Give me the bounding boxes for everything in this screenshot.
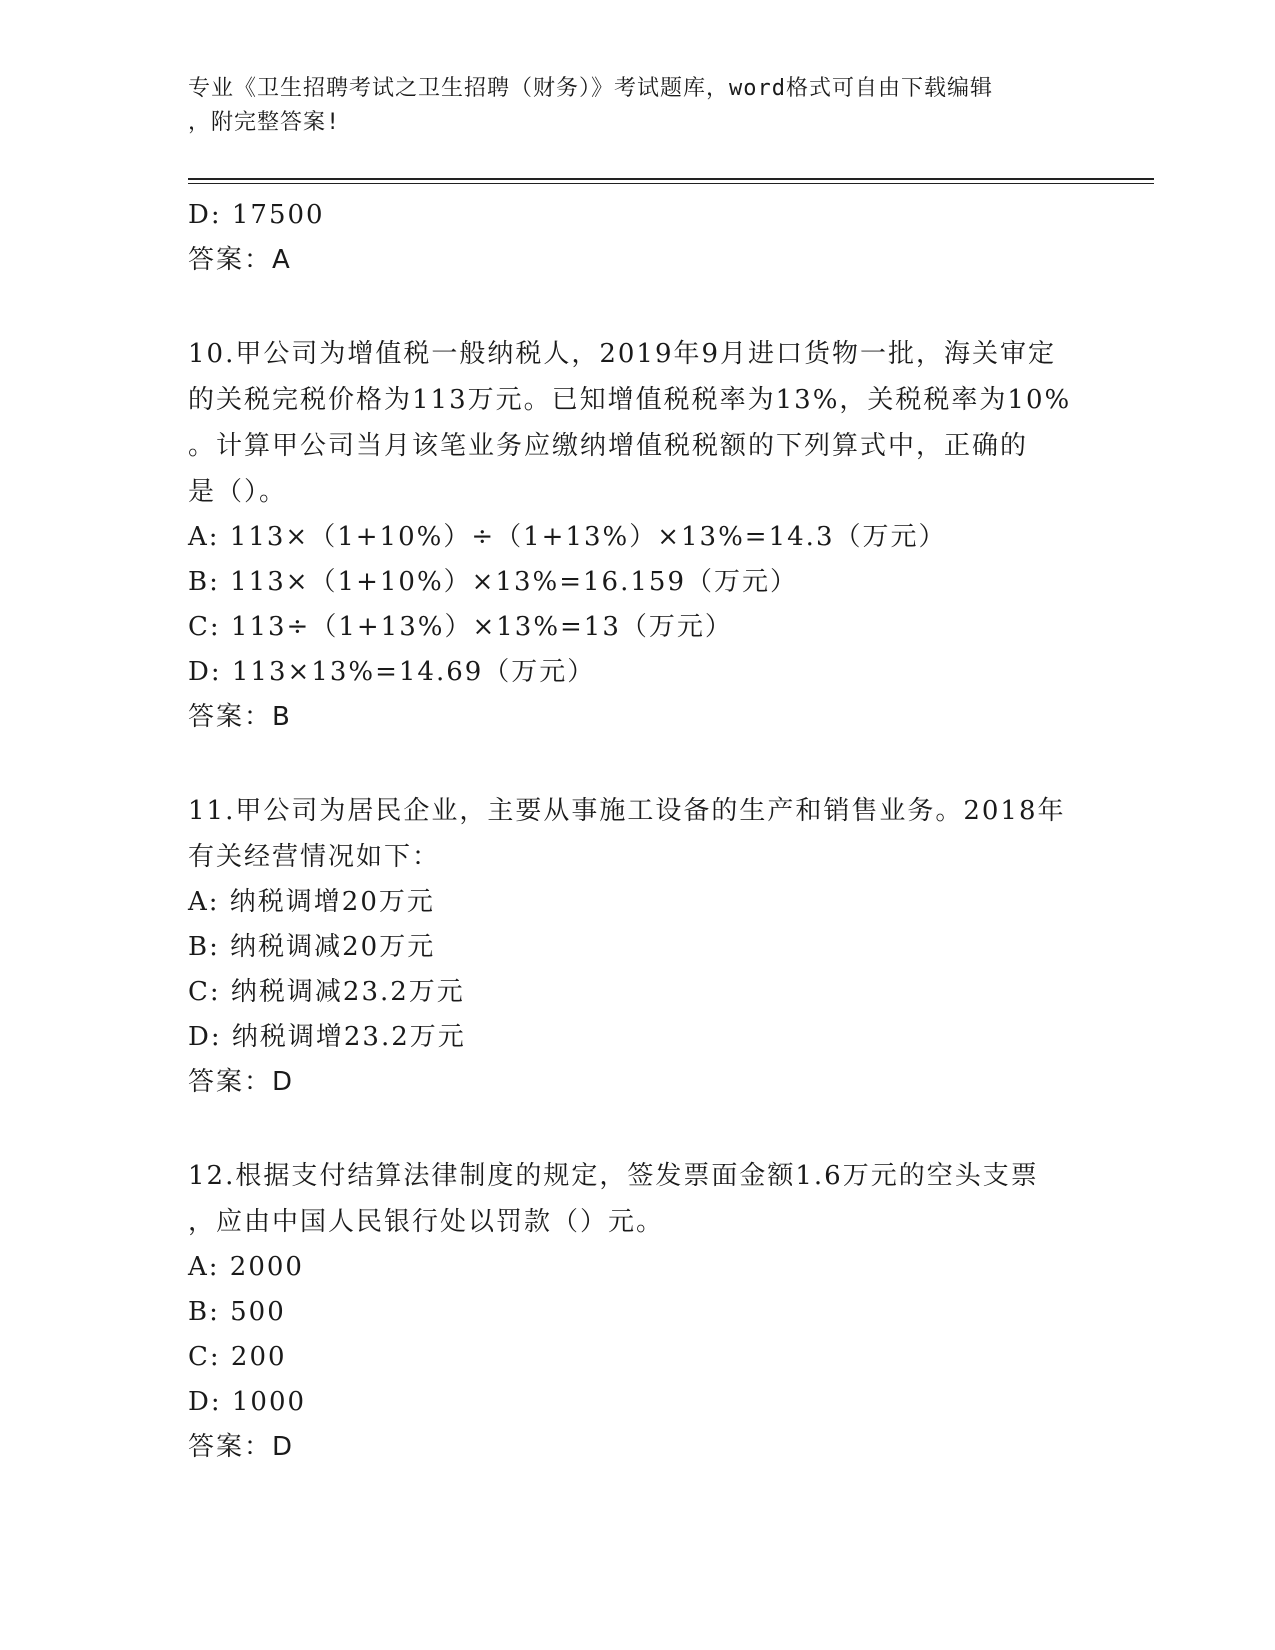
answer: 答案：B — [188, 702, 292, 732]
question-12 — [188, 1153, 1088, 1470]
answer: 答案：D — [188, 1432, 295, 1462]
question-text-line: ，应由中国人民银行处以罚款（）元。 — [188, 1207, 665, 1237]
header-rule-thick — [188, 178, 1154, 180]
question-text-line: 有关经营情况如下： — [188, 842, 441, 872]
question-text-line: 11.甲公司为居民企业，主要从事施工设备的生产和销售业务。2018年 — [188, 796, 1066, 826]
option-a: A: 113×（1+10%）÷（1+13%）×13%=14.3（万元） — [188, 522, 947, 552]
option-c: C: 纳税调减23.2万元 — [188, 977, 465, 1007]
question-text-line: 的关税完税价格为113万元。已知增值税税率为13%，关税税率为10% — [188, 385, 1072, 415]
header-rule-thin — [188, 183, 1154, 184]
prev-answer: 答案：A — [188, 245, 292, 275]
document-header — [188, 72, 1088, 140]
question-10 — [188, 331, 1088, 740]
question-11 — [188, 788, 1088, 1105]
option-b: B: 113×（1+10%）×13%=16.159（万元） — [188, 567, 798, 597]
option-a: A: 2000 — [188, 1252, 304, 1282]
prev-option-d: D: 17500 — [188, 200, 325, 230]
option-d: D: 纳税调增23.2万元 — [188, 1022, 466, 1052]
option-d: D: 113×13%=14.69（万元） — [188, 657, 596, 687]
question-text-line: 是（）。 — [188, 477, 288, 507]
header-line-2: ，附完整答案! — [188, 110, 341, 135]
option-b: B: 500 — [188, 1297, 286, 1327]
option-d: D: 1000 — [188, 1387, 307, 1417]
option-b: B: 纳税调减20万元 — [188, 932, 436, 962]
question-text-line: 12.根据支付结算法律制度的规定，签发票面金额1.6万元的空头支票 — [188, 1161, 1039, 1191]
option-c: C: 200 — [188, 1342, 287, 1372]
option-a: A: 纳税调增20万元 — [188, 887, 435, 917]
question-text-line: 。计算甲公司当月该笔业务应缴纳增值税税额的下列算式中，正确的 — [188, 431, 1029, 461]
header-line-1: 专业《卫生招聘考试之卫生招聘（财务）》考试题库，word格式可自由下载编辑 — [188, 76, 993, 101]
option-c: C: 113÷（1+13%）×13%=13（万元） — [188, 612, 733, 642]
document-body — [188, 193, 1088, 1470]
question-text-line: 10.甲公司为增值税一般纳税人，2019年9月进口货物一批，海关审定 — [188, 339, 1057, 369]
answer: 答案：D — [188, 1067, 295, 1097]
